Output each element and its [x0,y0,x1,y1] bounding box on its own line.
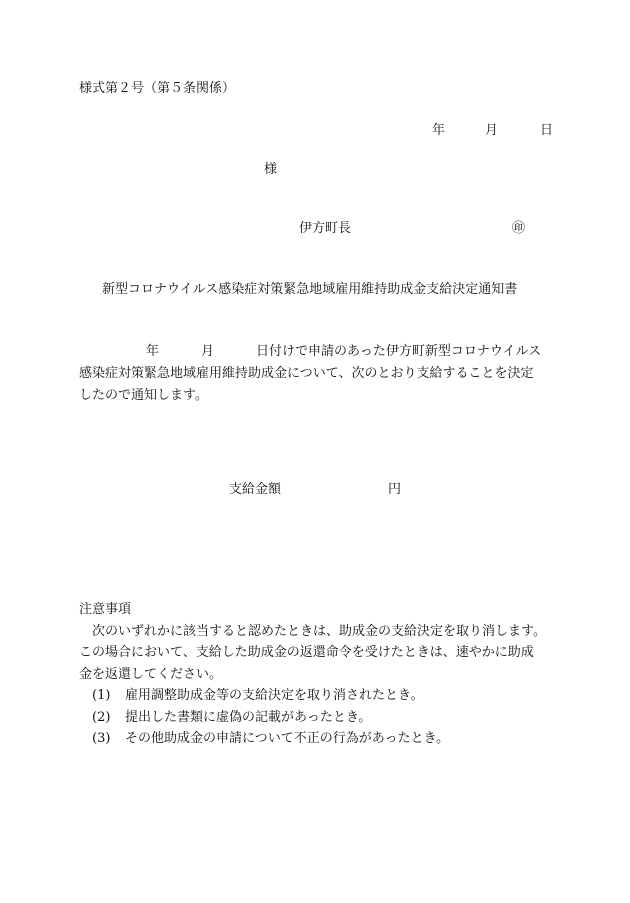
notice-body-line-3: したので通知します。 [79,388,208,403]
notes-section [79,599,559,750]
list-item-text: 雇用調整助成金等の支給決定を取り消されたとき。 [125,688,424,703]
notes-line-2: この場合において、支給した助成金の返還命令を受けたときは、速やかに助成 [79,645,534,660]
list-item-number: (2) [92,709,111,725]
date-year-label: 年 [432,123,446,138]
amount-unit: 円 [388,482,402,497]
notice-body [79,341,555,407]
amount-label: 支給金額 [229,482,282,497]
list-item [79,707,559,729]
notes-heading: 注意事項 [79,602,132,617]
notes-list [79,685,559,750]
list-item-number: (1) [92,688,111,703]
list-item-text: 提出した書類に虚偽の記載があったとき。 [125,709,372,725]
seal-icon: ㊞ [512,221,526,236]
list-item-text: その他助成金の申請について不正の行為があったとき。 [125,731,450,746]
body-month-label: 月 [201,344,215,359]
notice-body-line-1 [79,341,555,363]
notes-line-3: 金を返還してください。 [79,666,223,682]
list-item-number: (3) [92,731,111,746]
document-title: 新型コロナウイルス感染症対策緊急地域雇用維持助成金支給決定通知書 [102,282,518,297]
issuer-name: 伊方町長 [299,221,352,236]
list-item [79,728,559,750]
list-item [79,685,559,707]
date-day-label: 日 [540,123,554,138]
body-year-label: 年 [146,344,160,359]
notice-body-line-2: 感染症対策緊急地域雇用維持助成金について、次のとおり支給することを決定 [79,366,534,381]
date-month-label: 月 [485,123,499,138]
form-number: 様式第２号（第５条関係） [79,81,236,96]
notes-line-1: 次のいずれかに該当すると認めたときは、助成金の支給決定を取り消します。 [92,623,546,639]
body-after-date-text: 日付けで申請のあった伊方町新型コロナウイルス [256,344,542,359]
addressee-suffix: 様 [264,162,278,177]
